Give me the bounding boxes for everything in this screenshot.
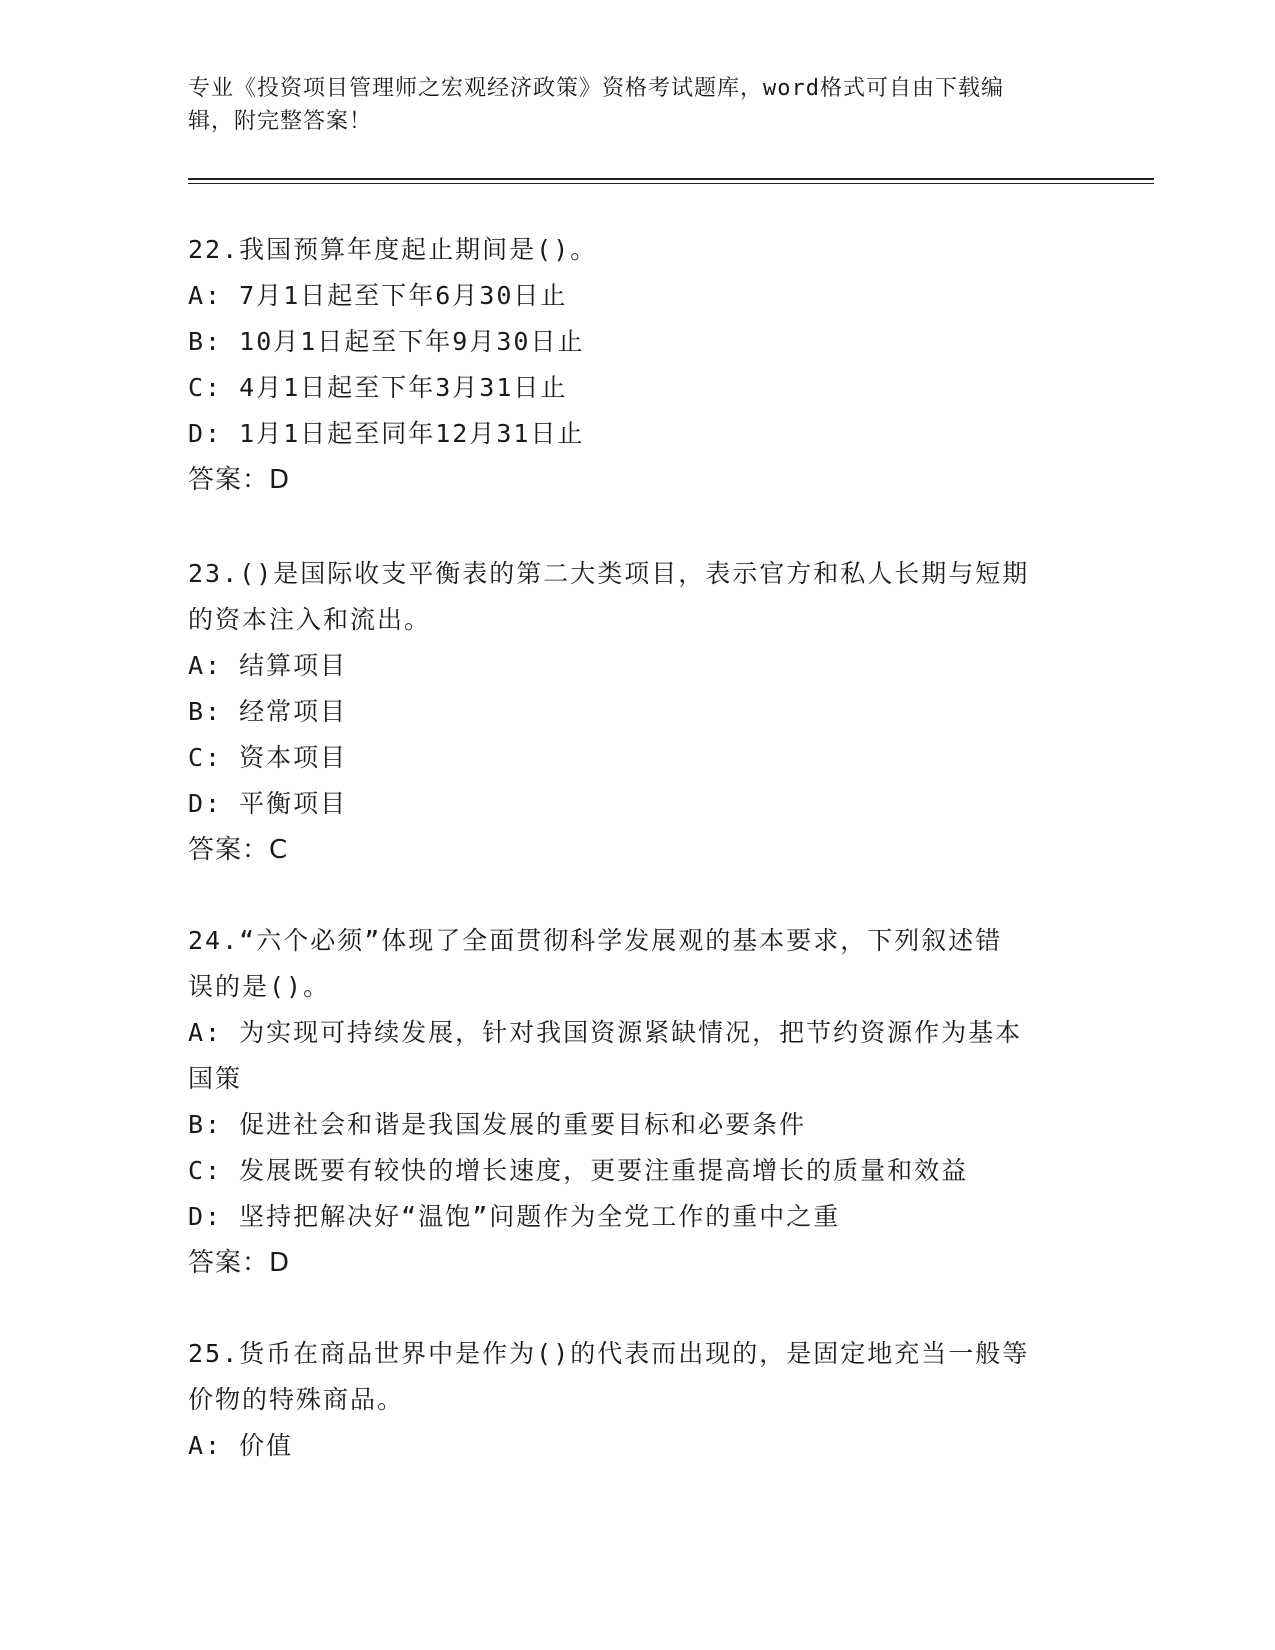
option-d: D: 1月1日起至同年12月31日止 bbox=[188, 419, 585, 448]
header-line-1: 专业《投资项目管理师之宏观经济政策》资格考试题库，word格式可自由下载编 bbox=[188, 76, 1004, 101]
option-a: A: 价值 bbox=[188, 1431, 294, 1460]
option-a-continued: 国策 bbox=[188, 1064, 243, 1093]
question-stem-line: 价物的特殊商品。 bbox=[188, 1385, 405, 1414]
option-c: C: 发展既要有较快的增长速度，更要注重提高增长的质量和效益 bbox=[188, 1156, 969, 1185]
question-stem-line: 的资本注入和流出。 bbox=[188, 605, 432, 634]
header-divider-thick bbox=[188, 178, 1154, 180]
question-stem-line: 23.()是国际收支平衡表的第二大类项目，表示官方和私人长期与短期 bbox=[188, 559, 1030, 588]
question-stem-line: 24.“六个必须”体现了全面贯彻科学发展观的基本要求，下列叙述错 bbox=[188, 926, 1003, 955]
option-b: B: 10月1日起至下年9月30日止 bbox=[188, 327, 585, 356]
option-b: B: 促进社会和谐是我国发展的重要目标和必要条件 bbox=[188, 1110, 807, 1139]
answer-label: 答案：D bbox=[188, 1248, 291, 1278]
question-stem-line: 25.货币在商品世界中是作为()的代表而出现的，是固定地充当一般等 bbox=[188, 1339, 1030, 1368]
question-23 bbox=[188, 551, 1088, 873]
question-24 bbox=[188, 918, 1088, 1286]
header-divider-thin bbox=[188, 183, 1154, 184]
answer-label: 答案：C bbox=[188, 835, 289, 865]
question-25 bbox=[188, 1331, 1088, 1469]
question-22 bbox=[188, 227, 1088, 503]
option-c: C: 4月1日起至下年3月31日止 bbox=[188, 373, 568, 402]
option-b: B: 经常项目 bbox=[188, 697, 348, 726]
header-line-2: 辑，附完整答案！ bbox=[188, 109, 373, 134]
option-a: A: 结算项目 bbox=[188, 651, 348, 680]
option-a: A: 为实现可持续发展，针对我国资源紧缺情况，把节约资源作为基本 bbox=[188, 1018, 1023, 1047]
answer-label: 答案：D bbox=[188, 465, 291, 495]
option-d: D: 坚持把解决好“温饱”问题作为全党工作的重中之重 bbox=[188, 1202, 841, 1231]
option-c: C: 资本项目 bbox=[188, 743, 348, 772]
question-stem-line: 22.我国预算年度起止期间是()。 bbox=[188, 235, 598, 264]
question-stem-line: 误的是()。 bbox=[188, 972, 331, 1001]
option-d: D: 平衡项目 bbox=[188, 789, 348, 818]
option-a: A: 7月1日起至下年6月30日止 bbox=[188, 281, 568, 310]
document-header bbox=[188, 72, 1088, 138]
